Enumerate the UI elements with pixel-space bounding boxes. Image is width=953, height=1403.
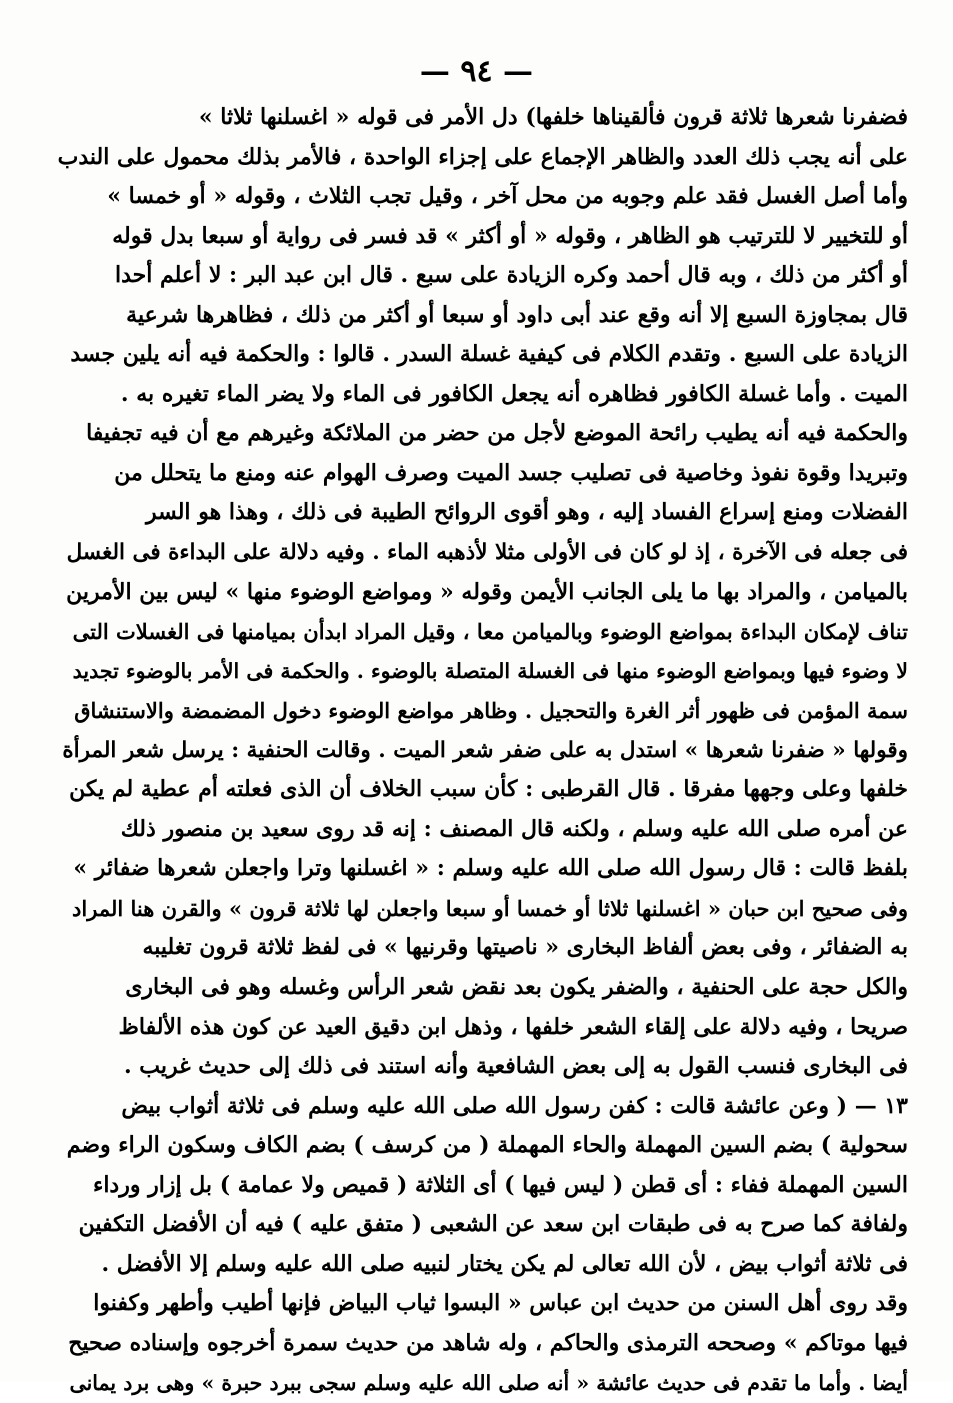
text-line: صريحا ، وفيه دلالة على إلقاء الشعر خلفها ، وذهل ابن دقيق العيد عن كون هذه الألفاظ [58,1008,908,1048]
text-line: بالميامن ، والمراد بها ما يلى الجانب الأيمن وقوله « ومواضع الوضوء منها » ليس بين الأمرين [58,573,908,613]
text-line: فى البخارى فنسب القول به إلى بعض الشافعية وأنه استند فى ذلك إلى حديث غريب . [58,1047,908,1087]
body-text [58,98,908,1403]
text-line: سمة المؤمن فى ظهور أثر الغرة والتحجيل . وظاهر مواضع الوضوء دخول المضمضة والاستنشاق [58,691,908,731]
text-line: فى ثلاثة أثواب بيض ، لأن الله تعالى لم يكن يختار لنبيه صلى الله عليه وسلم إلا الأفضل . [58,1245,908,1285]
text-line: أيضا . وأما ما تقدم فى حديث عائشة « أنه صلى الله عليه وسلم سجى ببرد حبرة » وهى برد يمانى [58,1364,908,1403]
text-line: أو للتخيير لا للترتيب هو الظاهر ، وقوله « أو أكثر » قد فسر فى رواية أو سبعا بدل قوله [58,217,908,257]
page-number: — ٩٤ — [0,52,953,92]
text-line: أو أكثر من ذلك ، وبه قال أحمد وكره الزيادة على سبع . قال ابن عبد البر : لا أعلم أحدا [58,256,908,296]
text-line: خلفها وعلى وجهها مفرقا . قال القرطبى : كأن سبب الخلاف أن الذى فعلته أم عطية لم يكن [58,770,908,810]
text-line: الميت . وأما غسلة الكافور فظاهره أنه يجعل الكافور فى الماء ولا يضر الماء تغيره به . [58,375,908,415]
text-line: فيها موتاكم » وصححه الترمذى والحاكم ، وله شاهد من حديث سمرة أخرجوه وإسناده صحيح [58,1324,908,1364]
text-line: لا وضوء فيها وبمواضع الوضوء منها فى الغسلة المتصلة بالوضوء . والحكمة فى الأمر بالوضوء تجديد [58,652,908,692]
text-line: ولفافة كما صرح به فى طبقات ابن سعد عن الشعبى ( متفق عليه ) فيه أن الأفضل التكفين [58,1205,908,1245]
text-line: وأما أصل الغسل فقد علم وجوبه من محل آخر ، وقيل تجب الثلاث ، وقوله « أو خمسا » [58,177,908,217]
text-line: فضفرنا شعرها ثلاثة قرون فألقيناها خلفها) دل الأمر فى قوله « اغسلنها ثلاثا » [58,98,908,138]
text-line: به الضفائر ، وفى بعض ألفاظ البخارى « ناصيتها وقرنيها » فى لفظ ثلاثة قرون تغليبه [58,928,908,968]
text-line: سحولية ) بضم السين المهملة والحاء المهملة ( من كرسف ) بضم الكاف وسكون الراء وضم [58,1126,908,1166]
text-line: على أنه يجب ذلك العدد والظاهر الإجماع على إجزاء الواحدة ، فالأمر بذلك محمول على الندب [58,138,908,178]
text-line: عن أمره صلى الله عليه وسلم ، ولكنه قال المصنف : إنه قد روى سعيد بن منصور ذلك [58,810,908,850]
text-line: تناف لإمكان البداءة بمواضع الوضوء وبالميامن معا ، وقيل المراد ابدأن بميامنها فى الغسلات التى [58,612,908,652]
text-line: وفى صحيح ابن حبان « اغسلنها ثلاثا أو خمسا أو سبعا واجعلن لها ثلاثة قرون » والقرن هنا المراد [58,889,908,929]
text-line: وتبريدا وقوة نفوذ وخاصية فى تصليب جسد الميت وصرف الهوام عنه ومنع ما يتحلل من [58,454,908,494]
text-line: بلفظ قالت : قال رسول الله صلى الله عليه وسلم : « اغسلنها وترا واجعلن شعرها ضفائر » [58,849,908,889]
text-line: والكل حجة على الحنفية ، والضفر يكون بعد نقض شعر الرأس وغسله وهو فى البخارى [58,968,908,1008]
text-line: والحكمة فيه أنه يطيب رائحة الموضع لأجل من حضر من الملائكة وغيرهم مع أن فيه تجفيفا [58,414,908,454]
text-line: ١٣ — ( وعن عائشة قالت : كفن رسول الله صلى الله عليه وسلم فى ثلاثة أثواب بيض [58,1087,908,1127]
text-line: قال بمجاوزة السبع إلا أنه وقع عند أبى داود أو سبعا أو أكثر من ذلك ، فظاهرها شرعية [58,296,908,336]
text-line: وقولها « ضفرنا شعرها » استدل به على ضفر شعر الميت . وقالت الحنفية : يرسل شعر المرأة [58,731,908,771]
text-line: الفضلات ومنع إسراع الفساد إليه ، وهو أقوى الروائح الطيبة فى ذلك ، وهذا هو السر [58,493,908,533]
text-line: فى جعله فى الآخرة ، إذ لو كان فى الأولى مثلا لأذهبه الماء . وفيه دلالة على البداءة فى الغسل [58,533,908,573]
text-line: الزيادة على السبع . وتقدم الكلام فى كيفية غسلة السدر . قالوا : والحكمة فيه أنه يلين جسد [58,335,908,375]
text-line: وقد روى أهل السنن من حديث ابن عباس « البسوا ثياب البياض فإنها أطيب وأطهر وكفنوا [58,1284,908,1324]
text-line: السين المهملة ففاء : أى قطن ( ليس فيها ) أى الثلاثة ( قميص ولا عمامة ) بل إزار ورداء [58,1166,908,1206]
